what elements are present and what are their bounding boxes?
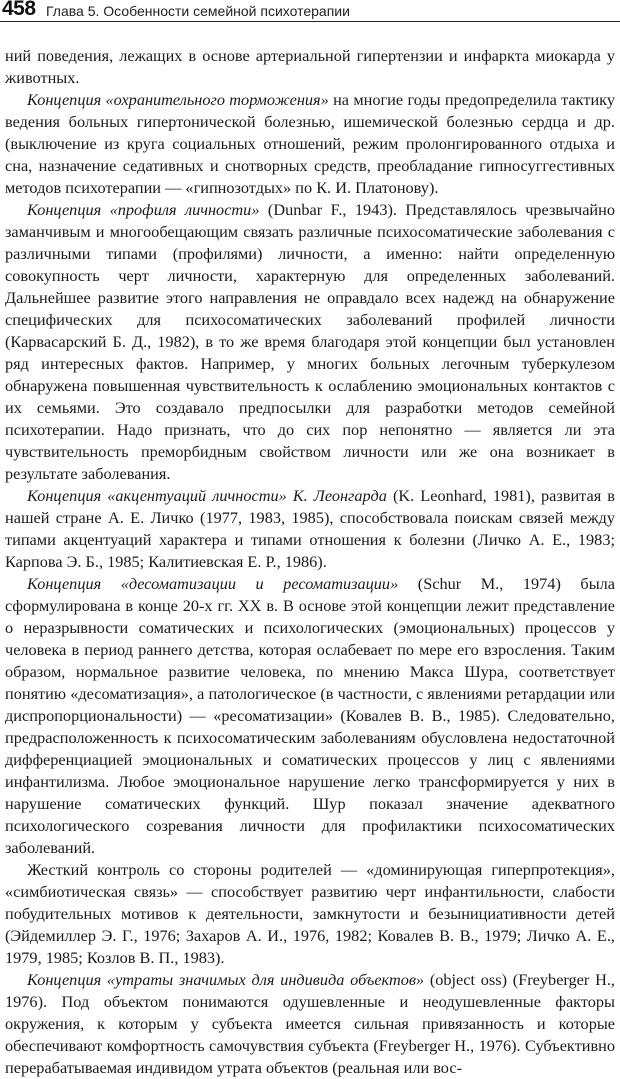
concept-term: Концепция «утраты значимых для индивида объектов» — [27, 970, 425, 989]
paragraph: Концепция «профиля личности» (Dunbar F., 1943). Представлялось чрезвычайно заманчивым и многообещающим связать различные психосоматические заболевания с различными типами (профилями) личности, а именно: найти определенную совокупность черт личности, характерную для определенных заболеваний. Дальнейшее развитие этого направления не оправдало всех надежд на обнаружение специфических для психосоматических заболеваний профилей личности (Карвасарский Б. Д., 1982), в то же время благодаря этой концепции был установлен ряд интересных фактов. Например, у многих больных легочным туберкулезом обнаружена повышенная чувствительность к ослаблению эмоциональных контактов с их семьями. Это создавало предпосылки для разработки методов семейной психотерапии. Надо признать, что до сих пор непонятно — является ли эта чувствительность преморбидным свойством личности или же она возникает в результате заболевания. — [5, 200, 615, 483]
body-text — [5, 45, 615, 1079]
page-number: 458 — [2, 0, 36, 20]
concept-term: Концепция «десоматизации и ресоматизации» — [27, 574, 399, 593]
page-header — [0, 0, 620, 22]
paragraph: Концепция «десоматизации и ресоматизации» (Schur M., 1974) была сформулирована в конце 20-х гг. XX в. В основе этой концепции лежит представление о неразрывности соматических и психологических (эмоциональных) процессов у человека в период раннего детства, которая ослабевает по мере его взросления. Таким образом, нормальное развитие человека, по мнению Макса Шура, соответствует понятию «десоматизация», а патологическое (в частности, с явлениями ретардации или диспропорциональности) — «ресоматизации» (Ковалев В. В., 1985). Следовательно, предрасположенность к психосоматическим заболеваниям обусловлена недостаточной дифференциацией эмоциональных и соматических процессов у лиц с явлениями инфантилизма. Любое эмоциональное нарушение легко трансформируется у них в нарушение соматических функций. Шур показал значение адекватного психологического созревания личности для профилактики психосоматических заболеваний. — [5, 574, 615, 857]
running-head: Глава 5. Особенности семейной психотерапии — [46, 3, 350, 19]
paragraph: Жесткий контроль со стороны родителей — «доминирующая гиперпротекция», «симбиотическая связь» — способствует развитию черт инфантильности, слабости побудительных мотивов к деятельности, замкнутости и безынициативности детей (Эйдемиллер Э. Г., 1976; Захаров А. И., 1976, 1982; Ковалев В. В., 1979; Личко А. Е., 1979, 1985; Козлов В. П., 1983). — [5, 860, 615, 967]
paragraph: ний поведения, лежащих в основе артериальной гипертензии и инфаркта миокарда у животных. — [5, 46, 615, 87]
paragraph: Концепция «охранительного торможения» на многие годы предопределила тактику ведения больных гипертонической болезнью, ишемической болезнью сердца и др. (выключение из круга социальных отношений, режим пролонгированного отдыха и сна, назначение седативных и снотворных средств, преобладание гипносуггестивных методов психотерапии — «гипнозотдых» по К. И. Платонову). — [5, 90, 616, 197]
paragraph: Концепция «утраты значимых для индивида объектов» (object oss) (Freyberger H., 1976). Под объектом понимаются одушевленные и неодушевленные факторы окружения, к которым у субъекта имеется сильная привязанность и которые обеспечивают комфортность самочувствия субъекта (Freyberger H., 1976). Субъективно перерабатываемая индивидом утрата объектов (реальная или вос- — [5, 970, 615, 1077]
concept-term: Концепция «акцентуаций личности» К. Леонгарда — [27, 486, 387, 505]
concept-term: Концепция «профиля личности» — [27, 200, 260, 219]
paragraph: Концепция «акцентуаций личности» К. Леонгарда (K. Leonhard, 1981), развитая в нашей стране А. Е. Личко (1977, 1983, 1985), способствовала поискам связей между типами акцентуаций характера и типами отношения к болезни (Личко А. Е., 1983; Карпова Э. Б., 1985; Калитиевская Е. Р., 1986). — [5, 486, 615, 571]
concept-term: Концепция «охранительного торможения» — [27, 90, 329, 109]
